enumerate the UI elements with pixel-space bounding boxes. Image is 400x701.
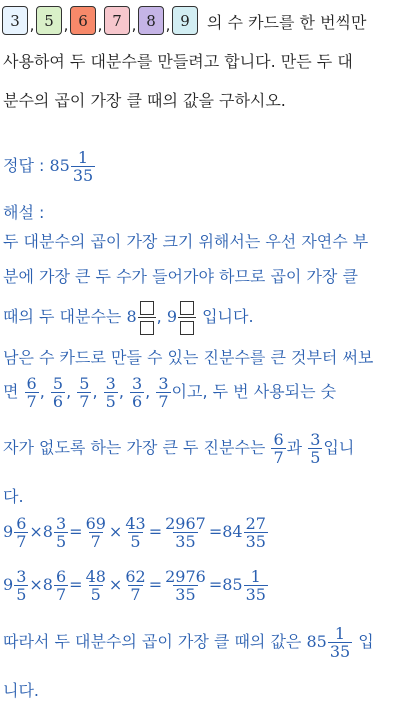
equation-1: 9 $\frac{6}{7}$ ×8 $\frac{3}{5}$ = $\frac{69}{7}$ × $\frac{43}{5}$ = $\frac{2967}{35}$ =84 $\frac{27}{35}$ (3, 514, 266, 551)
proper-fraction: $\frac{3}{7}$ (158, 374, 169, 411)
explanation-p1-line-1: 두 대분수의 곱이 가장 크기 위해서는 우선 자연수 부 (3, 232, 369, 251)
explanation-p2-line-3: 자가 없도록 하는 가장 큰 두 진분수는 $\frac{6}{7}$ 과 $\frac{3}{5}$ 입니 (3, 430, 355, 467)
explanation-p2-line-4: 다. (3, 487, 24, 506)
conclusion-line-1: 따라서 두 대분수의 곱이 가장 클 때의 값은 85 $\frac{1}{35}$ 입 (3, 624, 374, 661)
number-card: 8 (138, 6, 164, 35)
proper-fraction-list (24, 374, 172, 411)
blank-fraction-2 (178, 298, 196, 337)
question-line-1: 의 수 카드를 한 번씩만 (207, 13, 367, 32)
explanation-label: 해설 : (3, 203, 45, 222)
conclusion-fraction: $\frac{1}{35}$ (329, 624, 351, 661)
card-separator: , (131, 16, 137, 34)
proper-fraction: $\frac{3}{5}$ (105, 374, 116, 411)
fraction-separator: , (66, 382, 77, 401)
proper-fraction: $\frac{3}{6}$ (131, 374, 143, 411)
number-cards (2, 5, 198, 35)
card-separator: , (165, 16, 171, 34)
conclusion-line-2: 니다. (3, 681, 39, 700)
fraction-separator: , (118, 382, 129, 401)
question-line-2: 사용하여 두 대분수를 만들려고 합니다. 만든 두 대 (3, 52, 353, 71)
explanation-p2-line-1: 남은 수 카드로 만들 수 있는 진분수를 큰 것부터 써보 (3, 348, 374, 367)
card-separator: , (29, 16, 35, 34)
question-line-3: 분수의 곱이 가장 클 때의 값을 구하시오. (3, 91, 286, 110)
card-separator: , (97, 16, 103, 34)
proper-fraction: $\frac{5}{6}$ (52, 374, 64, 411)
fraction-separator: , (39, 382, 50, 401)
proper-fraction: $\frac{5}{7}$ (79, 374, 90, 411)
answer-label: 정답 : (3, 156, 50, 175)
equation-2: 9 $\frac{3}{5}$ ×8 $\frac{6}{7}$ = $\frac{48}{5}$ × $\frac{62}{7}$ = $\frac{2976}{35}$ =85 $\frac{1}{35}$ (3, 567, 266, 604)
number-card: 9 (172, 6, 198, 35)
number-card: 3 (2, 6, 28, 35)
largest-fraction-1: $\frac{6}{7}$ (273, 430, 284, 467)
explanation-p1-line-3: 때의 두 대분수는 8 , 9 입니다. (3, 298, 254, 337)
answer-line (3, 149, 96, 184)
proper-fraction: $\frac{6}{7}$ (26, 374, 37, 411)
fraction-separator: , (145, 382, 156, 401)
number-card: 7 (104, 6, 130, 35)
number-card: 5 (36, 6, 62, 35)
explanation-p2-line-2: 면 $\frac{6}{7}$ , $\frac{5}{6}$ , $\frac{5}{7}$ , $\frac{3}{5}$ , $\frac{3}{6}$ , $\frac{3}{7}$ 이고, 두 번 사용되는 숫 (3, 374, 337, 411)
explanation-p1-line-2: 분에 가장 큰 두 수가 들어가야 하므로 곱이 가장 클 (3, 267, 358, 286)
answer-whole: 85 (49, 156, 70, 175)
card-separator: , (63, 16, 69, 34)
largest-fraction-2: $\frac{3}{5}$ (310, 430, 321, 467)
answer-fraction: $\frac{1}{35}$ (72, 148, 94, 185)
blank-fraction-1 (138, 298, 156, 337)
number-card: 6 (70, 6, 96, 35)
fraction-separator: , (92, 382, 103, 401)
